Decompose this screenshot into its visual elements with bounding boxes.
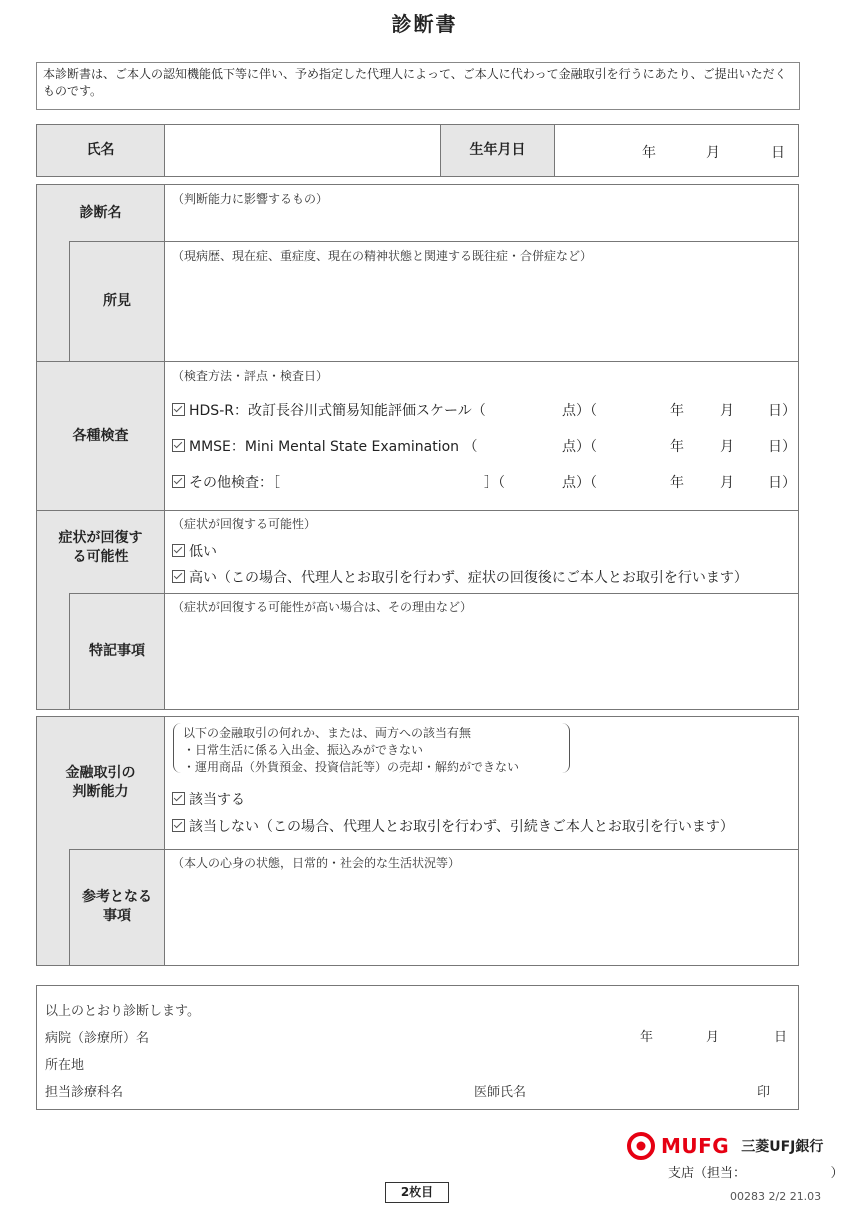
notes-hint: （症状が回復する可能性が高い場合は、その理由など） bbox=[172, 600, 473, 614]
financial-yes-option[interactable]: 該当する bbox=[172, 789, 245, 809]
page-badge: 2枚目 bbox=[385, 1182, 449, 1203]
address-label: 所在地 bbox=[45, 1058, 85, 1073]
test-hds-day: 日） bbox=[768, 403, 796, 419]
declaration: 以上のとおり診断します。 bbox=[45, 1004, 200, 1019]
tests-hint: （検査方法・評点・検査日） bbox=[172, 369, 329, 383]
dob-year: 年 bbox=[642, 145, 656, 161]
test-mmse[interactable]: MMSE：Mini Mental State Examination （ bbox=[172, 436, 478, 456]
checkbox-icon[interactable] bbox=[172, 544, 185, 557]
test-hds-month: 月 bbox=[720, 403, 734, 419]
financial-no-option[interactable]: 該当しない（この場合、代理人とお取引を行わず、引続きご本人とお取引を行います） bbox=[172, 816, 734, 836]
findings-hint: （現病歴、現在症、重症度、現在の精神状態と関連する既往症・合併症など） bbox=[172, 249, 593, 263]
financial-label: 金融取引の判断能力 bbox=[37, 717, 164, 849]
reference-hint: （本人の心身の状態，日常的・社会的な生活状況等） bbox=[172, 856, 461, 870]
department-label: 担当診療科名 bbox=[45, 1085, 124, 1100]
dob-field[interactable] bbox=[555, 125, 798, 176]
seal-mark: 印 bbox=[757, 1085, 771, 1100]
test-other-day: 日） bbox=[768, 475, 796, 491]
notes-label: 特記事項 bbox=[70, 593, 164, 709]
bank-name: 三菱UFJ銀行 bbox=[741, 1139, 824, 1155]
reference-field[interactable] bbox=[165, 871, 798, 963]
recovery-hint: （症状が回復する可能性） bbox=[172, 517, 317, 531]
sign-day: 日 bbox=[774, 1030, 788, 1045]
name-row bbox=[36, 124, 799, 177]
signature-section bbox=[36, 985, 799, 1110]
condition-line-2: ・日常生活に係る入出金、振込みができない bbox=[183, 743, 424, 757]
checkbox-icon[interactable] bbox=[172, 475, 185, 488]
notes-field[interactable] bbox=[165, 615, 798, 707]
test-other-points: 点）（ bbox=[562, 475, 597, 491]
dob-label: 生年月日 bbox=[441, 125, 554, 176]
doctor-name-label: 医師氏名 bbox=[474, 1085, 527, 1100]
findings-field[interactable] bbox=[165, 263, 798, 359]
recovery-high-option[interactable]: 高い（この場合、代理人とお取引を行わず、症状の回復後にご本人とお取引を行います） bbox=[172, 567, 748, 587]
mufg-logo-icon bbox=[627, 1132, 655, 1160]
test-other-month: 月 bbox=[720, 475, 734, 491]
test-other-close: ］（ bbox=[484, 475, 505, 491]
form-code: 00283 2/2 21.03 bbox=[730, 1190, 822, 1203]
mufg-logo bbox=[627, 1132, 823, 1160]
checkbox-icon[interactable] bbox=[172, 819, 185, 832]
test-mmse-month: 月 bbox=[720, 439, 734, 455]
test-other[interactable]: その他検査：［ bbox=[172, 472, 280, 492]
intro-notice: 本診断書は、ご本人の認知機能低下等に伴い、予め指定した代理人によって、ご本人に代わって金融取引を行うにあたり、ご提出いただくものです。 bbox=[36, 62, 800, 110]
checkbox-icon[interactable] bbox=[172, 792, 185, 805]
reference-label: 参考となる事項 bbox=[70, 849, 164, 965]
recovery-low-option[interactable]: 低い bbox=[172, 541, 217, 561]
sign-month: 月 bbox=[706, 1030, 720, 1045]
test-hds-year: 年 bbox=[670, 403, 684, 419]
condition-bracket-right bbox=[561, 723, 570, 773]
test-hds-r[interactable]: HDS-R：改訂長谷川式簡易知能評価スケール（ bbox=[172, 400, 486, 420]
condition-line-3: ・運用商品（外貨預金、投資信託等）の売却・解約ができない bbox=[183, 760, 520, 774]
dob-day: 日 bbox=[771, 145, 785, 161]
tests-label: 各種検査 bbox=[37, 362, 164, 510]
checkbox-icon[interactable] bbox=[172, 439, 185, 452]
document-title: 診断書 bbox=[391, 12, 458, 36]
financial-section bbox=[36, 716, 799, 966]
condition-bracket-left bbox=[173, 723, 182, 773]
diagnosis-field[interactable] bbox=[165, 207, 798, 240]
diagnosis-hint: （判断能力に影響するもの） bbox=[172, 192, 329, 206]
checkbox-icon[interactable] bbox=[172, 403, 185, 416]
hospital-label: 病院（診療所）名 bbox=[45, 1031, 150, 1046]
diagnosis-label: 診断名 bbox=[37, 185, 164, 241]
test-mmse-day: 日） bbox=[768, 439, 796, 455]
test-other-year: 年 bbox=[670, 475, 684, 491]
test-mmse-year: 年 bbox=[670, 439, 684, 455]
mufg-brand-text: MUFG bbox=[661, 1134, 730, 1158]
branch-contact: 支店（担当： ） bbox=[668, 1166, 844, 1181]
sign-year: 年 bbox=[640, 1030, 654, 1045]
name-field[interactable] bbox=[165, 125, 440, 176]
dob-month: 月 bbox=[706, 145, 720, 161]
findings-label: 所見 bbox=[70, 241, 164, 361]
recovery-label: 症状が回復する可能性 bbox=[37, 511, 164, 593]
checkbox-icon[interactable] bbox=[172, 570, 185, 583]
condition-line-1: 以下の金融取引の何れか、または、両方への該当有無 bbox=[183, 726, 472, 740]
medical-section bbox=[36, 184, 799, 710]
name-label: 氏名 bbox=[37, 125, 164, 176]
test-mmse-points: 点）（ bbox=[562, 439, 597, 455]
test-hds-points: 点）（ bbox=[562, 403, 597, 419]
